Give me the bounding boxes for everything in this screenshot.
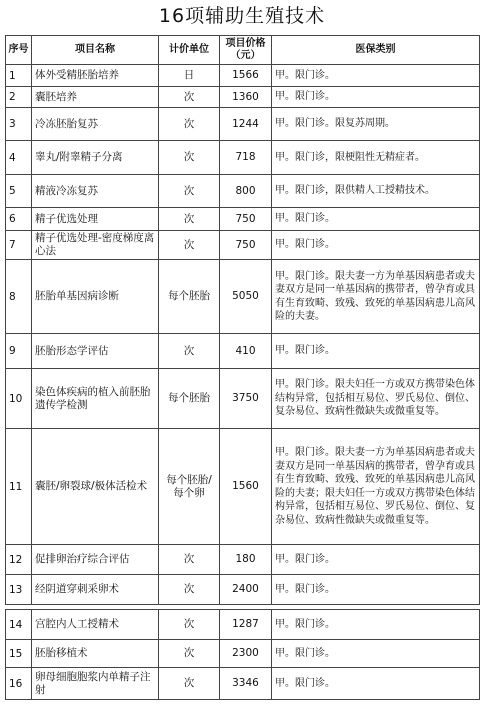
row-price: 2400 [220,575,272,605]
row-unit: 次 [159,175,220,208]
row-unit: 每个胚胎 [159,369,220,429]
row-price: 180 [220,545,272,575]
row-unit: 次 [159,108,220,141]
row-unit: 次 [159,610,220,640]
fee-table [5,35,480,700]
row-category: 甲。限门诊。 [272,208,480,231]
row-unit: 次 [159,575,220,605]
row-name: 囊胚/卵裂球/极体活检术 [32,429,159,545]
row-price: 1244 [220,108,272,141]
table-row [6,208,480,231]
row-unit: 每个胚胎 [159,260,220,334]
row-name: 体外受精胚胎培养 [32,65,159,87]
row-name: 经阴道穿刺采卵术 [32,575,159,605]
row-no: 5 [6,175,32,208]
row-category: 甲。限门诊。限夫妇任一方或双方携带染色体结构异常，包括相互易位、罗氏易位、倒位、复杂易位、致病性微缺失或微重复等。 [272,369,480,429]
row-price: 750 [220,208,272,231]
row-name: 精子优选处理-密度梯度离心法 [32,231,159,260]
row-price: 750 [220,231,272,260]
row-no: 3 [6,108,32,141]
row-no: 2 [6,87,32,108]
table-row [6,334,480,369]
row-name: 精子优选处理 [32,208,159,231]
header-price: 项目价格（元） [220,36,272,65]
header-unit: 计价单位 [159,36,220,65]
row-price: 800 [220,175,272,208]
row-unit: 次 [159,668,220,700]
row-unit: 次 [159,87,220,108]
table-row [6,668,480,700]
row-price: 1360 [220,87,272,108]
table-row [6,87,480,108]
row-category: 甲。限门诊。限复苏周期。 [272,108,480,141]
row-category: 甲。限门诊。 [272,334,480,369]
table-row [6,65,480,87]
row-unit: 次 [159,141,220,175]
table-row [6,369,480,429]
table-row [6,575,480,605]
row-category: 甲。限门诊。 [272,575,480,605]
row-name: 胚胎单基因病诊断 [32,260,159,334]
row-name: 囊胚培养 [32,87,159,108]
table-row [6,260,480,334]
row-unit: 次 [159,231,220,260]
row-unit: 次 [159,208,220,231]
row-category: 甲。限门诊。限夫妻一方为单基因病患者或夫妻双方是同一单基因病的携带者，曾孕育或具有生育致畸、致残、致死的单基因病患儿高风险的夫妻。 [272,260,480,334]
row-no: 15 [6,640,32,668]
row-price: 1566 [220,65,272,87]
table-row [6,610,480,640]
row-category: 甲。限门诊。 [272,65,480,87]
row-no: 13 [6,575,32,605]
row-category: 甲。限门诊。限夫妻一方为单基因病患者或夫妻双方是同一单基因病的携带者，曾孕育或具有生育致畸、致残、致死的单基因病患儿高风险的夫妻；限夫妇任一方或双方携带染色体结构异常，包括相互易位、罗氏易位、倒位、复杂易位、致病性微缺失或微重复等。 [272,429,480,545]
row-name: 胚胎移植术 [32,640,159,668]
row-category: 甲。限门诊。 [272,231,480,260]
row-name: 卵母细胞胞浆内单精子注射 [32,668,159,700]
row-category: 甲。限门诊，限梗阻性无精症者。 [272,141,480,175]
row-price: 5050 [220,260,272,334]
row-unit: 日 [159,65,220,87]
table-header-row [6,36,480,65]
row-no: 1 [6,65,32,87]
row-unit: 次 [159,640,220,668]
header-name: 项目名称 [32,36,159,65]
row-unit: 次 [159,334,220,369]
row-no: 16 [6,668,32,700]
row-name: 促排卵治疗综合评估 [32,545,159,575]
row-price: 2300 [220,640,272,668]
table-row [6,108,480,141]
row-category: 甲。限门诊。 [272,545,480,575]
row-name: 染色体疾病的植入前胚胎遗传学检测 [32,369,159,429]
row-no: 12 [6,545,32,575]
row-no: 8 [6,260,32,334]
row-name: 宫腔内人工授精术 [32,610,159,640]
row-no: 9 [6,334,32,369]
row-name: 冷冻胚胎复苏 [32,108,159,141]
table-row [6,231,480,260]
row-category: 甲。限门诊。 [272,668,480,700]
header-no: 序号 [6,36,32,65]
row-category: 甲。限门诊。 [272,610,480,640]
row-no: 11 [6,429,32,545]
table-row [6,545,480,575]
row-name: 精液冷冻复苏 [32,175,159,208]
table-row [6,640,480,668]
row-category: 甲。限门诊。 [272,87,480,108]
row-category: 甲。限门诊，限供精人工授精技术。 [272,175,480,208]
row-no: 10 [6,369,32,429]
row-name: 睾丸/附睾精子分离 [32,141,159,175]
row-price: 3346 [220,668,272,700]
header-category: 医保类别 [272,36,480,65]
row-unit: 每个胚胎/每个卵 [159,429,220,545]
row-no: 7 [6,231,32,260]
page-title: 16项辅助生殖技术 [158,5,326,27]
row-price: 1560 [220,429,272,545]
row-price: 410 [220,334,272,369]
row-no: 14 [6,610,32,640]
row-unit: 次 [159,545,220,575]
row-price: 1287 [220,610,272,640]
row-no: 6 [6,208,32,231]
table-row [6,175,480,208]
row-price: 718 [220,141,272,175]
row-no: 4 [6,141,32,175]
row-category: 甲。限门诊。 [272,640,480,668]
row-price: 3750 [220,369,272,429]
row-name: 胚胎形态学评估 [32,334,159,369]
table-row [6,141,480,175]
table-row [6,429,480,545]
